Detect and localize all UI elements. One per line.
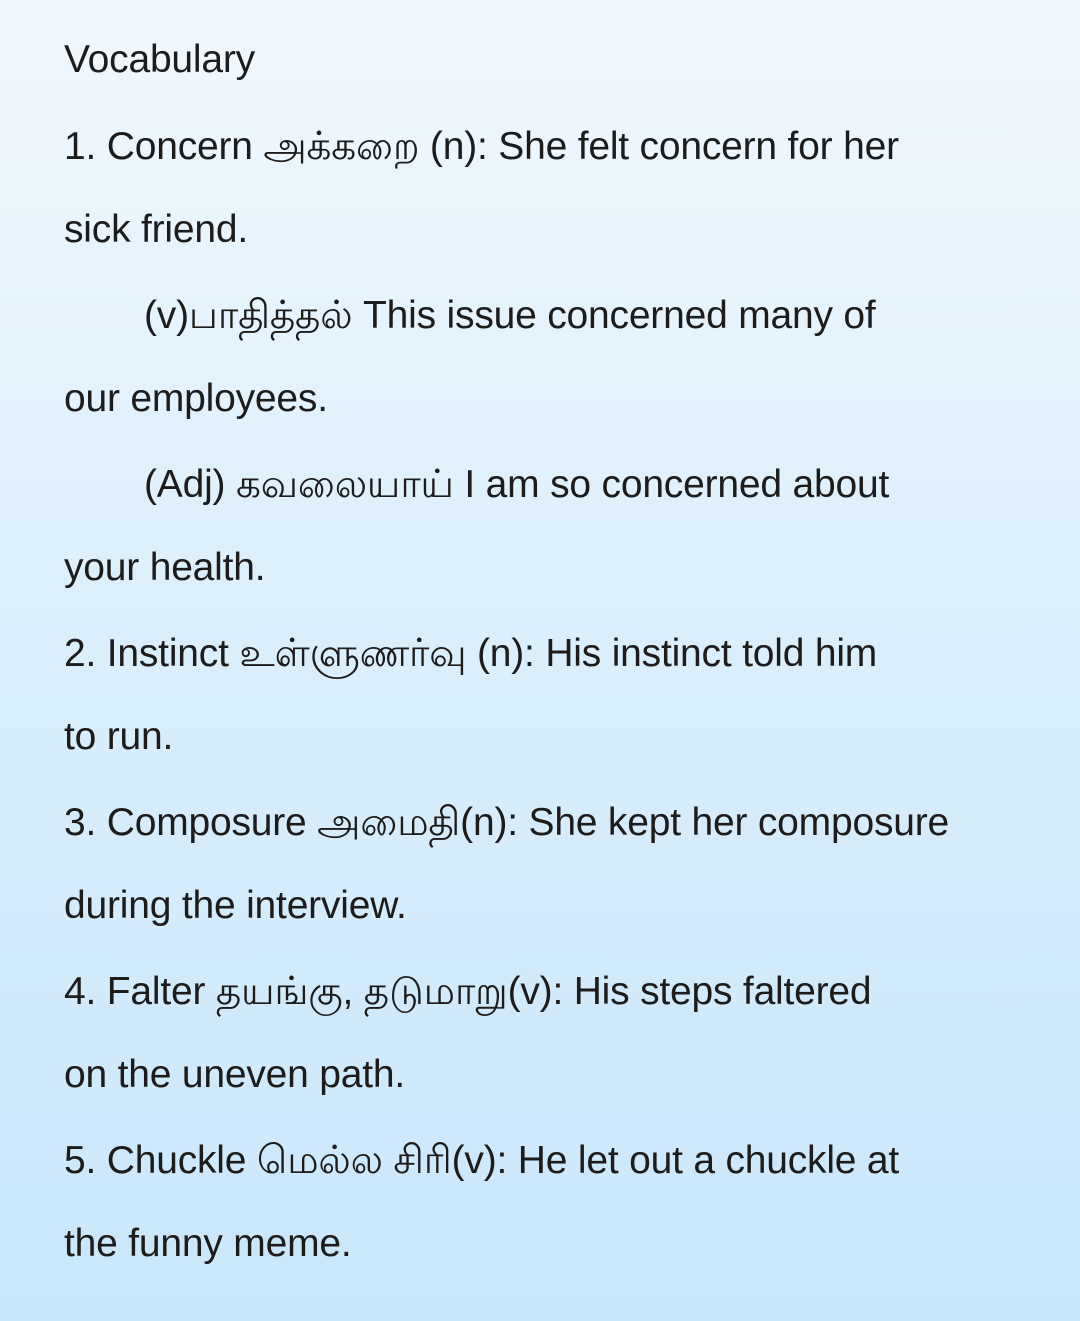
entry-composure: 3. Composure அமைதி(n): She kept her composure [64, 801, 950, 844]
entry-concern-verb-cont: our employees. [64, 377, 328, 420]
entry-chuckle: 5. Chuckle மெல்ல சிரி(v): He let out a chuckle at [64, 1139, 900, 1182]
entry-concern-noun-cont: sick friend. [64, 208, 248, 251]
entry-instinct: 2. Instinct உள்ளுணர்வு (n): His instinct told him [64, 632, 878, 675]
entry-concern-noun: 1. Concern அக்கறை (n): She felt concern for her [64, 125, 899, 168]
entry-composure-cont: during the interview. [64, 884, 407, 927]
entry-concern-adj: (Adj) கவலையாய் I am so concerned about [144, 463, 890, 506]
entry-chuckle-cont: the funny meme. [64, 1222, 352, 1265]
entry-falter-cont: on the uneven path. [64, 1053, 405, 1096]
vocabulary-heading: Vocabulary [64, 38, 255, 81]
entry-concern-verb: (v)பாதித்தல் This issue concerned many of [144, 294, 876, 337]
entry-instinct-cont: to run. [64, 715, 174, 758]
entry-concern-adj-cont: your health. [64, 546, 266, 589]
entry-falter: 4. Falter தயங்கு, தடுமாறு(v): His steps faltered [64, 970, 872, 1013]
